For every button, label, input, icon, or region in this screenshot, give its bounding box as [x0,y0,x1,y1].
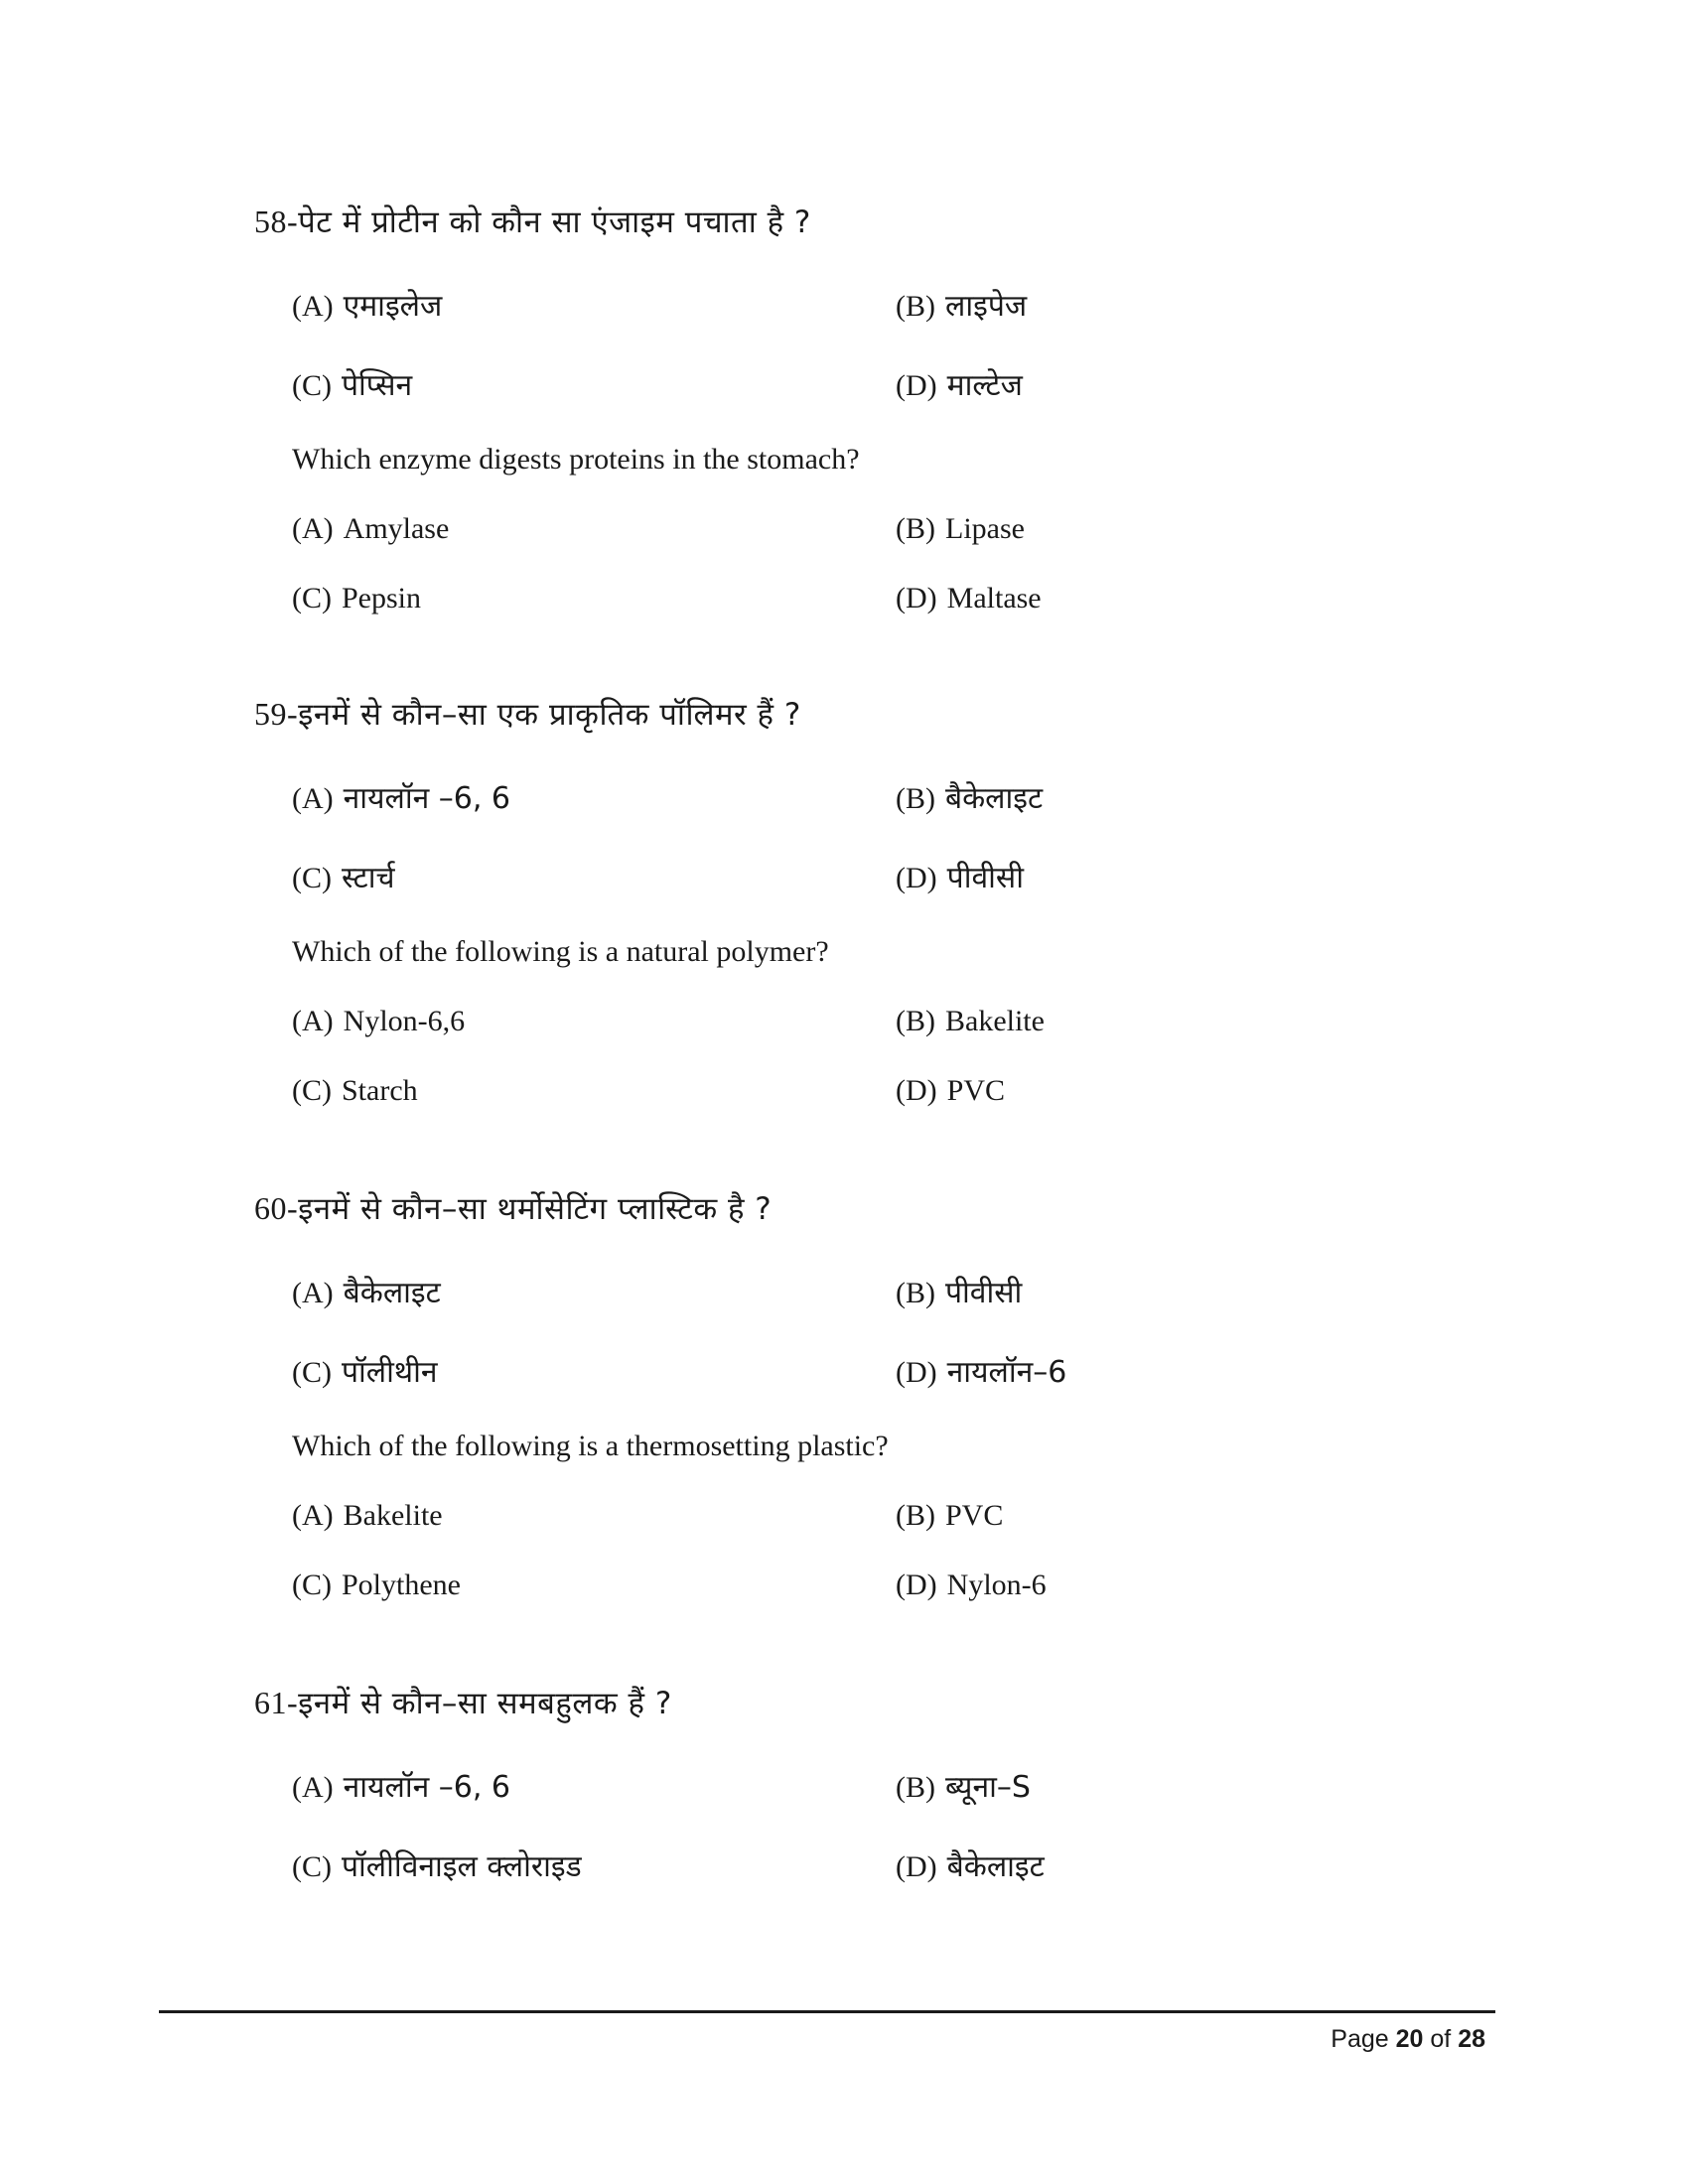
question-number: 59- [254,696,299,732]
page-number: Page 20 of 28 [1331,2025,1485,2053]
option-a-english: (A) Amylase [292,512,450,545]
option-a-hindi: (A) नायलॉन –6, 6 [292,1770,511,1805]
option-c-english: (C) Pepsin [292,582,422,614]
option-c-english: (C) Polythene [292,1569,461,1601]
option-d-english: (D) PVC [896,1074,1006,1107]
current-page: 20 [1395,2025,1424,2053]
option-d-hindi: (D) बैकेलाइट [896,1849,1045,1884]
question-text-hindi: इनमें से कौन–सा थर्मोसेटिंग प्लास्टिक है ? [298,1191,773,1227]
option-d-english: (D) Nylon-6 [896,1569,1047,1601]
option-d-hindi: (D) नायलॉन–6 [896,1355,1067,1390]
option-b-english: (B) Lipase [896,512,1025,545]
option-b-english: (B) Bakelite [896,1005,1045,1037]
question-59-hindi [254,693,801,735]
option-b-hindi: (B) ब्यूना–S [896,1770,1031,1805]
question-59-english: Which of the following is a natural polymer? [292,935,829,968]
question-text-hindi: इनमें से कौन–सा समबहुलक हैं ? [298,1686,672,1721]
question-58-hindi [254,201,811,242]
option-c-hindi: (C) पेप्सिन [292,368,413,403]
option-a-english: (A) Nylon-6,6 [292,1005,466,1037]
option-b-english: (B) PVC [896,1499,1004,1532]
option-c-english: (C) Starch [292,1074,418,1107]
option-b-hindi: (B) पीवीसी [896,1276,1023,1310]
option-a-hindi: (A) एमाइलेज [292,289,443,324]
question-text-hindi: पेट में प्रोटीन को कौन सा एंजाइम पचाता है ? [298,205,811,240]
footer-divider [159,2010,1495,2013]
total-pages: 28 [1458,2025,1485,2053]
question-60-english: Which of the following is a thermosetting plastic? [292,1430,889,1462]
question-text-hindi: इनमें से कौन–सा एक प्राकृतिक पॉलिमर हैं ? [298,697,801,733]
option-d-english: (D) Maltase [896,582,1042,614]
option-c-hindi: (C) स्टार्च [292,861,395,895]
option-d-hindi: (D) पीवीसी [896,861,1024,895]
question-number: 58- [254,204,299,239]
option-d-hindi: (D) माल्टेज [896,368,1023,403]
option-b-hindi: (B) लाइपेज [896,289,1028,324]
question-60-hindi [254,1187,772,1229]
question-number: 60- [254,1190,299,1226]
option-a-hindi: (A) बैकेलाइट [292,1276,441,1310]
question-number: 61- [254,1685,299,1720]
option-a-english: (A) Bakelite [292,1499,443,1532]
option-c-hindi: (C) पॉलीथीन [292,1355,438,1390]
question-61-hindi [254,1682,672,1723]
question-58-english: Which enzyme digests proteins in the stomach? [292,443,860,476]
option-a-hindi: (A) नायलॉन –6, 6 [292,781,511,816]
option-b-hindi: (B) बैकेलाइट [896,781,1044,816]
option-c-hindi: (C) पॉलीविनाइल क्लोराइड [292,1849,582,1884]
